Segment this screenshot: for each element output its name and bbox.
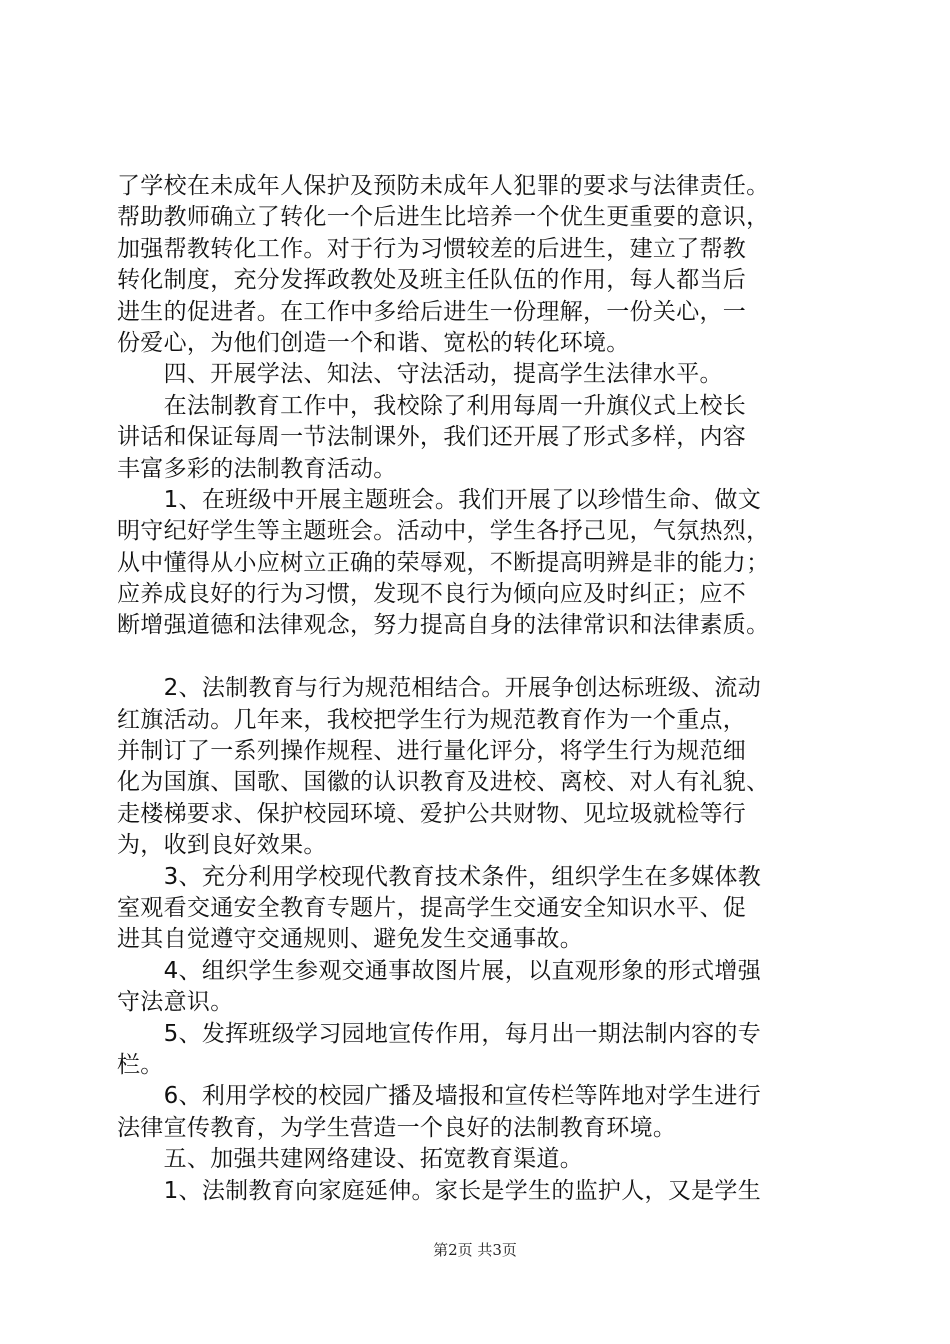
text-line: 并制订了一系列操作规程、进行量化评分，将学生行为规范细 [117,738,747,765]
text-line: 加强帮教转化工作。对于行为习惯较差的后进生，建立了帮教 [117,235,747,262]
blank-line [117,642,847,673]
text-line: 断增强道德和法律观念，努力提高自身的法律常识和法律素质。 [117,612,770,639]
text-line: 从中懂得从小应树立正确的荣辱观，不断提高明辨是非的能力； [117,549,770,576]
text-line: 6、利用学校的校园广播及墙报和宣传栏等阵地对学生进行 [117,1083,762,1110]
text-line: 明守纪好学生等主题班会。活动中，学生各抒己见，气氛热烈， [117,518,770,545]
text-line: 转化制度，充分发挥政教处及班主任队伍的作用，每人都当后 [117,267,747,294]
text-line: 守法意识。 [117,989,234,1016]
text-line: 走楼梯要求、保护校园环境、爱护公共财物、见垃圾就检等行 [117,800,747,827]
text-line: 2、法制教育与行为规范相结合。开展争创达标班级、流动 [117,675,762,702]
text-line: 4、组织学生参观交通事故图片展，以直观形象的形式增强 [117,957,762,984]
text-line: 室观看交通安全教育专题片，提高学生交通安全知识水平、促 [117,894,747,921]
text-line: 红旗活动。几年来，我校把学生行为规范教育作为一个重点， [117,706,747,733]
text-line: 1、法制教育向家庭延伸。家长是学生的监护人，又是学生 [117,1177,762,1204]
text-line: 进其自觉遵守交通规则、避免发生交通事故。 [117,926,583,953]
text-line: 为，收到良好效果。 [117,832,327,859]
text-line: 五、加强共建网络建设、拓宽教育渠道。 [117,1146,583,1173]
text-line: 1、在班级中开展主题班会。我们开展了以珍惜生命、做文 [117,486,762,513]
text-line: 在法制教育工作中，我校除了利用每周一升旗仪式上校长 [117,392,747,419]
text-line: 帮助教师确立了转化一个后进生比培养一个优生更重要的意识， [117,204,770,231]
text-line: 法律宣传教育，为学生营造一个良好的法制教育环境。 [117,1114,677,1141]
text-line: 5、发挥班级学习园地宣传作用，每月出一期法制内容的专 [117,1020,762,1047]
text-line: 栏。 [117,1051,164,1078]
text-line: 化为国旗、国歌、国徽的认识教育及进校、离校、对人有礼貌、 [117,769,770,796]
text-line: 份爱心，为他们创造一个和谐、宽松的转化环境。 [117,329,630,356]
page-footer: 第2页 共3页 [433,1241,517,1259]
text-line: 了学校在未成年人保护及预防未成年人犯罪的要求与法律责任。 [117,173,770,199]
text-line: 应养成良好的行为习惯，发现不良行为倾向应及时纠正；应不 [117,581,747,608]
text-line: 丰富多彩的法制教育活动。 [117,455,397,482]
text-line: 讲话和保证每周一节法制课外，我们还开展了形式多样，内容 [117,424,747,451]
text-line: 四、开展学法、知法、守法活动，提高学生法律水平。 [117,361,723,388]
text-line: 进生的促进者。在工作中多给后进生一份理解，一份关心，一 [117,298,747,325]
text-line: 3、充分利用学校现代教育技术条件，组织学生在多媒体教 [117,863,762,890]
document-body [117,171,847,1207]
